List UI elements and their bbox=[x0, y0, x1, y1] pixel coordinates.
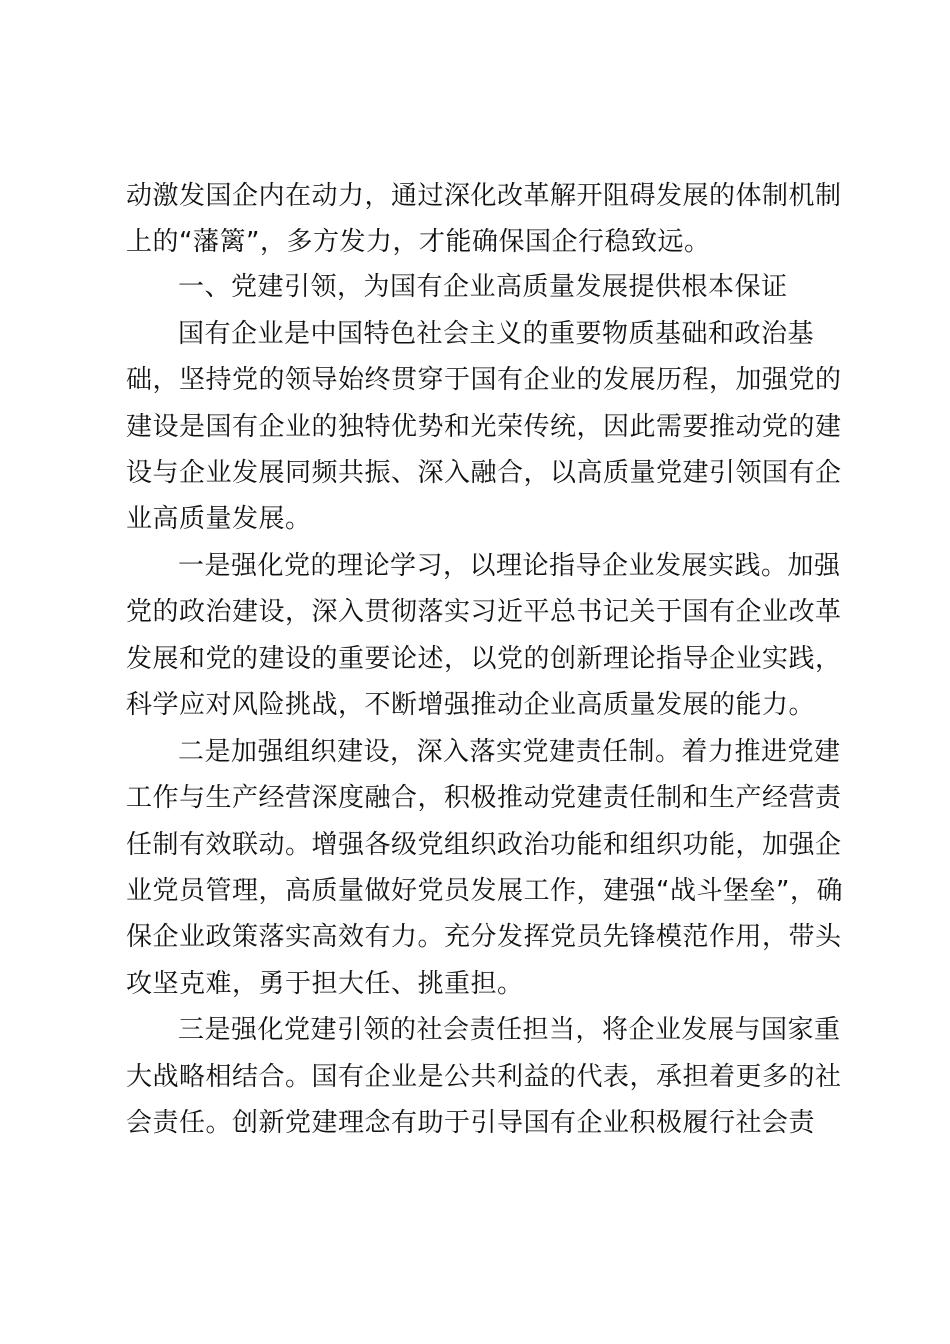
text-line: 发展和党的建设的重要论述，以党的创新理论指导企业实践， bbox=[126, 644, 842, 674]
text-line: 础，坚持党的领导始终贯穿于国有企业的发展历程，加强党的 bbox=[126, 365, 842, 395]
text-line: 保企业政策落实高效有力。充分发挥党员先锋模范作用，带头 bbox=[126, 922, 842, 952]
text-line: 科学应对风险挑战，不断增强推动企业高质量发展的能力。 bbox=[126, 690, 816, 720]
section-heading: 一、党建引领，为国有企业高质量发展提供根本保证 bbox=[178, 272, 788, 302]
text-line: 会责任。创新党建理念有助于引导国有企业积极履行社会责 bbox=[126, 1108, 816, 1138]
text-line: 攻坚克难，勇于担大任、挑重担。 bbox=[126, 969, 524, 999]
text-line: 三是强化党建引领的社会责任担当，将企业发展与国家重 bbox=[178, 1015, 841, 1045]
text-line: 二是加强组织建设，深入落实党建责任制。着力推进党建 bbox=[178, 737, 841, 767]
text-line: 一是强化党的理论学习，以理论指导企业发展实践。加强 bbox=[178, 551, 841, 581]
text-line: 任制有效联动。增强各级党组织政治功能和组织功能，加强企 bbox=[126, 830, 842, 860]
text-line: 党的政治建设，深入贯彻落实习近平总书记关于国有企业改革 bbox=[126, 597, 842, 627]
text-line: 大战略相结合。国有企业是公共利益的代表，承担着更多的社 bbox=[126, 1062, 842, 1092]
text-line: 业党员管理，高质量做好党员发展工作，建强“战斗堡垒”，确 bbox=[126, 876, 843, 906]
text-line: 建设是国有企业的独特优势和光荣传统，因此需要推动党的建 bbox=[126, 412, 842, 442]
text-line: 工作与生产经营深度融合，积极推动党建责任制和生产经营责 bbox=[126, 783, 842, 813]
text-line: 上的“藩篱”，多方发力，才能确保国企行稳致远。 bbox=[126, 227, 711, 257]
text-line: 业高质量发展。 bbox=[126, 504, 312, 534]
text-line: 国有企业是中国特色社会主义的重要物质基础和政治基 bbox=[178, 319, 815, 349]
text-line: 动激发国企内在动力，通过深化改革解开阻碍发展的体制机制 bbox=[126, 181, 842, 211]
text-line: 设与企业发展同频共振、深入融合，以高质量党建引领国有企 bbox=[126, 458, 842, 488]
